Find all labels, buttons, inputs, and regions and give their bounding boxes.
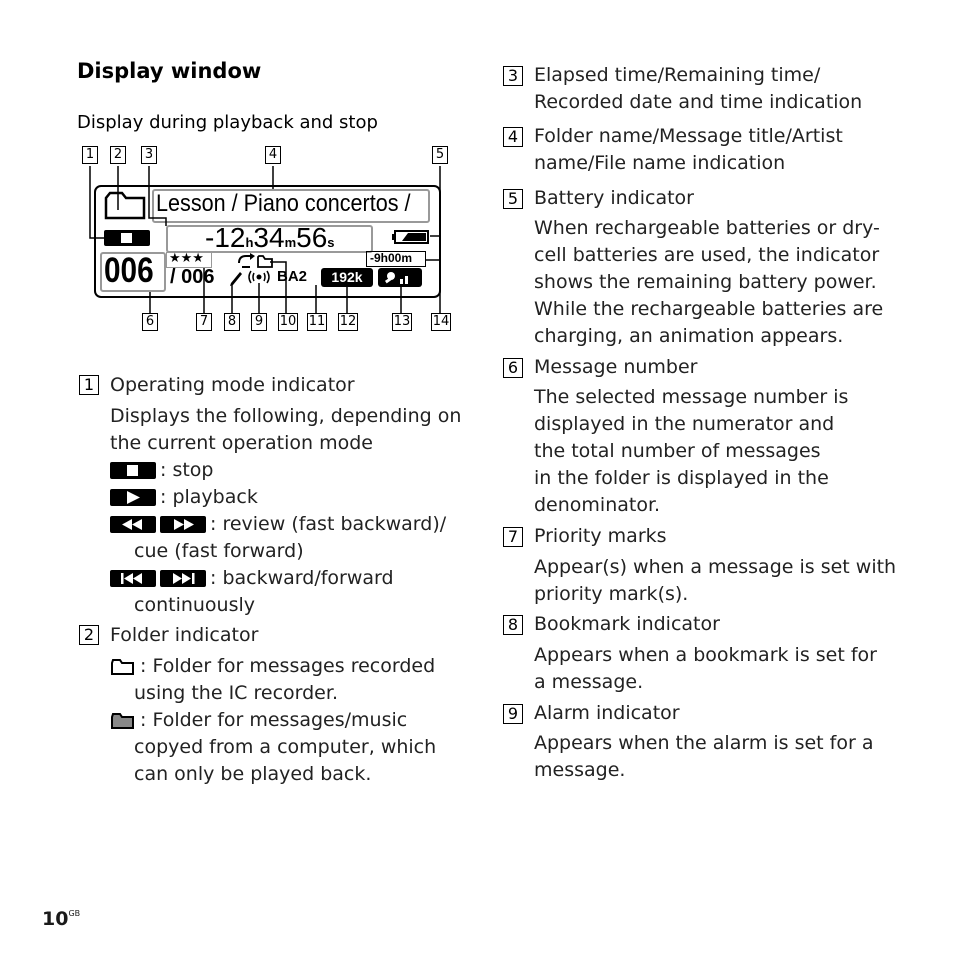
skip-back-icon [110,570,156,587]
folder1-text: : Folder for messages recorded [140,655,436,677]
callout-3: 3 [141,146,157,164]
callout-9: 9 [251,313,267,331]
callout-12: 12 [339,314,357,329]
item-5-desc-4: While the rechargeable batteries are [534,298,884,320]
item-number-4: 4 [503,127,523,147]
stop-line [110,457,213,484]
message-total: / 006 [170,266,215,288]
item-number-1: 1 [79,375,99,395]
folder-outline-icon [110,658,136,676]
callout-8: 8 [224,313,240,331]
section-subtitle: Display during playback and stop [77,112,378,133]
item-1-desc-1: Displays the following, depending on [110,405,462,427]
item-1-desc-2: the current operation mode [110,432,373,454]
item-3-line-2: Recorded date and time indication [534,91,863,113]
item-number-5: 5 [503,189,523,209]
item-2-title: Folder indicator [110,624,259,646]
callout-1: 1 [82,146,98,164]
item-6-desc-4: in the folder is displayed in the [534,467,829,489]
review-text-2: cue (fast forward) [134,540,304,562]
item-6-title: Message number [534,356,698,378]
backfwd-text-2: continuously [134,594,256,616]
backfwd-text: : backward/forward [210,567,394,589]
item-7-title: Priority marks [534,525,667,547]
item-number-8: 8 [503,615,523,635]
fast-forward-icon [160,516,206,533]
item-4-line-2: name/File name indication [534,152,786,174]
record-mode: BA2 [277,268,308,285]
item-6-desc-2: displayed in the numerator and [534,413,835,435]
mic-icon [378,268,422,287]
callout-6: 6 [142,313,158,331]
item-3-line-1: Elapsed time/Remaining time/ [534,64,821,86]
item-number-7: 7 [503,527,523,547]
item-number-3: 3 [503,66,523,86]
playback-line [110,484,258,511]
folder1-line [110,653,435,680]
item-9-desc-1: Appears when the alarm is set for a [534,732,874,754]
callout-14: 14 [432,314,450,329]
item-7-desc-1: Appear(s) when a message is set with [534,556,897,578]
repeat-icon [236,253,280,269]
item-9-desc-2: message. [534,759,626,781]
stop-text: : stop [160,459,214,481]
bookmark-icon [228,270,244,288]
item-8-desc-1: Appears when a bookmark is set for [534,644,877,666]
item-8-title: Bookmark indicator [534,613,720,635]
callout-5: 5 [432,146,448,164]
review-line [110,511,446,538]
item-number-9: 9 [503,704,523,724]
elapsed-time: -12h34m56s [205,222,335,253]
item-9-title: Alarm indicator [534,702,680,724]
folder-filled-icon [110,712,136,730]
remaining-time: -9h00m [370,251,413,265]
folder2-text-3: can only be played back. [134,763,372,785]
alarm-icon [245,268,273,286]
backfwd-line [110,565,394,592]
mic-sensitivity-badge [378,268,422,287]
review-text: : review (fast backward)/ [210,513,447,535]
callout-4: 4 [265,146,281,164]
battery-icon [392,230,430,244]
callout-7: 7 [196,313,212,331]
section-title: Display window [77,59,262,83]
item-6-desc-1: The selected message number is [534,386,849,408]
callout-11: 11 [308,314,326,329]
item-8-desc-2: a message. [534,671,644,693]
stop-icon [110,462,156,479]
item-7-desc-2: priority mark(s). [534,583,689,605]
item-5-desc-2: cell batteries are used, the indicator [534,244,880,266]
item-6-desc-3: the total number of messages [534,440,821,462]
priority-stars: ★★★ [169,251,204,266]
item-5-desc-1: When rechargeable batteries or dry- [534,217,880,239]
folder2-text: : Folder for messages/music [140,709,408,731]
message-title: Lesson / Piano concertos / [156,190,411,217]
folder2-line [110,707,407,734]
item-6-desc-5: denominator. [534,494,661,516]
folder-icon [104,190,146,220]
rewind-icon [110,516,156,533]
skip-forward-icon [160,570,206,587]
page-number: $10^{GB}$ [42,908,81,930]
play-icon [110,489,156,506]
callout-2: 2 [110,146,126,164]
page-suffix: GB [68,909,81,918]
item-5-desc-3: shows the remaining battery power. [534,271,877,293]
item-4-line-1: Folder name/Message title/Artist [534,125,843,147]
folder1-text-2: using the IC recorder. [134,682,338,704]
item-number-2: 2 [79,625,99,645]
item-5-desc-5: charging, an animation appears. [534,325,844,347]
playback-text: : playback [160,486,258,508]
folder2-text-2: copyed from a computer, which [134,736,437,758]
item-5-title: Battery indicator [534,187,694,209]
item-1-title: Operating mode indicator [110,374,355,396]
message-number: 006 [104,251,154,290]
bitrate-badge: 192k [321,268,373,287]
callout-13: 13 [393,314,411,329]
item-number-6: 6 [503,358,523,378]
stop-indicator [104,230,150,246]
callout-10: 10 [279,314,297,329]
